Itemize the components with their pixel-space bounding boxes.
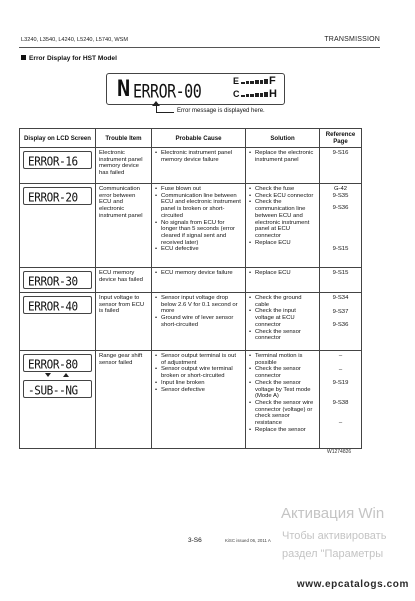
lcd-cell bbox=[20, 148, 96, 184]
error-table bbox=[19, 128, 362, 449]
col-header-trouble: Trouble Item bbox=[96, 129, 152, 148]
table-row bbox=[20, 351, 362, 449]
cause-item: • No signals from ECU for longer than 5 seconds (error cleared if signal sent and received later) bbox=[155, 220, 242, 247]
cause-item: • Communication line between ECU and electronic instrument panel is broken or short-circuited bbox=[155, 193, 242, 220]
cause-cell bbox=[152, 293, 246, 351]
solution-cell bbox=[246, 351, 320, 449]
figure-code: W1274826 bbox=[327, 449, 352, 455]
lcd-caption: Error message is displayed here. bbox=[177, 108, 265, 114]
cause-item: • Sensor output terminal is out of adjustment bbox=[155, 353, 242, 366]
lcd-display-example bbox=[106, 73, 285, 105]
solution-item: • Replace the sensor bbox=[249, 427, 316, 434]
solution-item: • Check the communication line between ECU and electronic instrument panel at ECU connector bbox=[249, 199, 316, 239]
section-title-text: Error Display for HST Model bbox=[29, 55, 117, 62]
lcd-code: ERROR-16 bbox=[28, 154, 78, 169]
lcd-n-glyph: N bbox=[117, 77, 130, 102]
header-rule bbox=[19, 47, 380, 48]
lcd-c-label: C bbox=[233, 89, 240, 99]
solution-item: • Check the sensor wire connector (voltage) or check sensor resistance bbox=[249, 400, 316, 427]
solution-item: • Replace ECU bbox=[249, 240, 316, 247]
reference-page: 9-S19 bbox=[332, 380, 349, 387]
lcd-cell bbox=[20, 351, 96, 449]
lcd-screen bbox=[23, 187, 92, 205]
cause-item: • Sensor input voltage drop below 2.6 V for 0.1 second or more bbox=[155, 295, 242, 315]
table-row bbox=[20, 268, 362, 293]
trouble-cell: Input voltage to sensor from ECU is failed bbox=[96, 293, 152, 351]
lcd-code: ERROR-20 bbox=[28, 190, 78, 205]
reference-page: – bbox=[338, 419, 343, 426]
solution-cell bbox=[246, 148, 320, 184]
activation-watermark-line3: раздел "Параметры bbox=[282, 548, 384, 560]
reference-cell bbox=[320, 148, 362, 184]
solution-item: • Check ECU connector bbox=[249, 193, 316, 200]
lcd-screen bbox=[23, 296, 92, 314]
issue-note: KiSC issued 06, 2011 A bbox=[225, 538, 271, 543]
activation-watermark-line1: Активация Win bbox=[281, 505, 385, 522]
reference-page: 9-S15 bbox=[332, 270, 349, 276]
cause-item: • Sensor defective bbox=[155, 387, 242, 394]
trouble-cell: ECU memory device has failed bbox=[96, 268, 152, 293]
solution-cell bbox=[246, 268, 320, 293]
triangle-down-icon bbox=[45, 373, 51, 377]
reference-page: 9-S15 bbox=[332, 246, 349, 253]
reference-page: 9-S34 bbox=[332, 295, 349, 301]
lcd-code: ERROR-80 bbox=[28, 357, 78, 372]
section-name: TRANSMISSION bbox=[324, 36, 380, 43]
lcd-screen-sub bbox=[23, 380, 92, 398]
indicator-arrows bbox=[45, 373, 92, 379]
solution-item: • Terminal motion is possible bbox=[249, 353, 316, 366]
cause-item: • Input line broken bbox=[155, 380, 242, 387]
solution-item: • Check the input voltage at ECU connector bbox=[249, 308, 316, 328]
model-list: L3240, L3540, L4240, L5240, L5740, WSM bbox=[21, 37, 128, 43]
trouble-cell: Range gear shift sensor failed bbox=[96, 351, 152, 449]
table-row bbox=[20, 184, 362, 268]
table-header-row bbox=[20, 129, 362, 148]
lcd-screen bbox=[23, 354, 92, 372]
cause-cell bbox=[152, 268, 246, 293]
lcd-code: ERROR-30 bbox=[28, 274, 78, 289]
lcd-screen bbox=[23, 271, 92, 289]
reference-page: 9-S37 bbox=[332, 308, 349, 315]
solution-item: • Check the sensor connector bbox=[249, 366, 316, 379]
lcd-e-label: E bbox=[233, 76, 240, 86]
col-header-cause: Probable Cause bbox=[152, 129, 246, 148]
reference-cell bbox=[320, 268, 362, 293]
solution-item: • Check the sensor connector bbox=[249, 329, 316, 342]
reference-page: 9-S38 bbox=[332, 400, 349, 407]
reference-page: G-42 bbox=[333, 186, 348, 192]
reference-cell bbox=[320, 293, 362, 351]
lcd-code: -SUB--NG bbox=[28, 383, 78, 398]
cause-cell bbox=[152, 351, 246, 449]
trouble-cell: Electronic instrument panel memory device has failed bbox=[96, 148, 152, 184]
col-header-solution: Solution bbox=[246, 129, 320, 148]
cause-item: • ECU memory device failure bbox=[155, 270, 242, 277]
table-row bbox=[20, 148, 362, 184]
reference-cell bbox=[320, 184, 362, 268]
callout-line-horizontal bbox=[156, 112, 174, 113]
solution-item: • Check the fuse bbox=[249, 186, 316, 193]
solution-item: • Replace ECU bbox=[249, 270, 316, 277]
fuel-gauge-icon bbox=[241, 79, 268, 84]
reference-page: – bbox=[338, 366, 343, 373]
temp-gauge-icon bbox=[241, 92, 268, 97]
lcd-h-label: H bbox=[269, 88, 277, 100]
solution-item: • Check the sensor voltage by Test mode (Mode A) bbox=[249, 380, 316, 400]
trouble-cell: Communication error between ECU and electronic instrument panel bbox=[96, 184, 152, 268]
lcd-error-message: ERROR-00 bbox=[133, 80, 202, 103]
solution-cell bbox=[246, 293, 320, 351]
lcd-cell bbox=[20, 293, 96, 351]
solution-cell bbox=[246, 184, 320, 268]
col-header-lcd: Display on LCD Screen bbox=[20, 129, 96, 148]
cause-item: • Ground wire of lever sensor short-circuited bbox=[155, 315, 242, 328]
lcd-screen bbox=[23, 151, 92, 169]
table-row bbox=[20, 293, 362, 351]
activation-watermark-line2: Чтобы активировать bbox=[282, 530, 387, 542]
reference-page: 9-S36 bbox=[332, 322, 349, 329]
reference-page: – bbox=[338, 353, 343, 359]
site-url[interactable]: www.epcatalogs.com bbox=[296, 579, 409, 590]
cause-cell bbox=[152, 148, 246, 184]
section-title bbox=[21, 55, 117, 62]
page-number: 3-S6 bbox=[188, 537, 202, 544]
col-header-reference: Reference Page bbox=[320, 129, 362, 148]
reference-cell bbox=[320, 351, 362, 449]
triangle-up-icon bbox=[63, 373, 69, 377]
reference-page: 9-S35 bbox=[332, 192, 349, 199]
reference-page: 9-S36 bbox=[332, 205, 349, 212]
cause-item: • Sensor output wire terminal broken or short-circuited bbox=[155, 366, 242, 379]
cause-item: • Fuse blown out bbox=[155, 186, 242, 193]
lcd-f-label: F bbox=[269, 75, 276, 87]
lcd-cell bbox=[20, 268, 96, 293]
lcd-code: ERROR-40 bbox=[28, 299, 78, 314]
solution-item: • Replace the electronic instrument panel bbox=[249, 150, 316, 163]
cause-cell bbox=[152, 184, 246, 268]
cause-item: • Electronic instrument panel memory device failure bbox=[155, 150, 242, 163]
solution-item: • Check the ground cable bbox=[249, 295, 316, 308]
reference-page: 9-S16 bbox=[332, 150, 349, 156]
cause-item: • ECU defective bbox=[155, 246, 242, 253]
lcd-cell bbox=[20, 184, 96, 268]
bullet-square-icon bbox=[21, 55, 26, 60]
